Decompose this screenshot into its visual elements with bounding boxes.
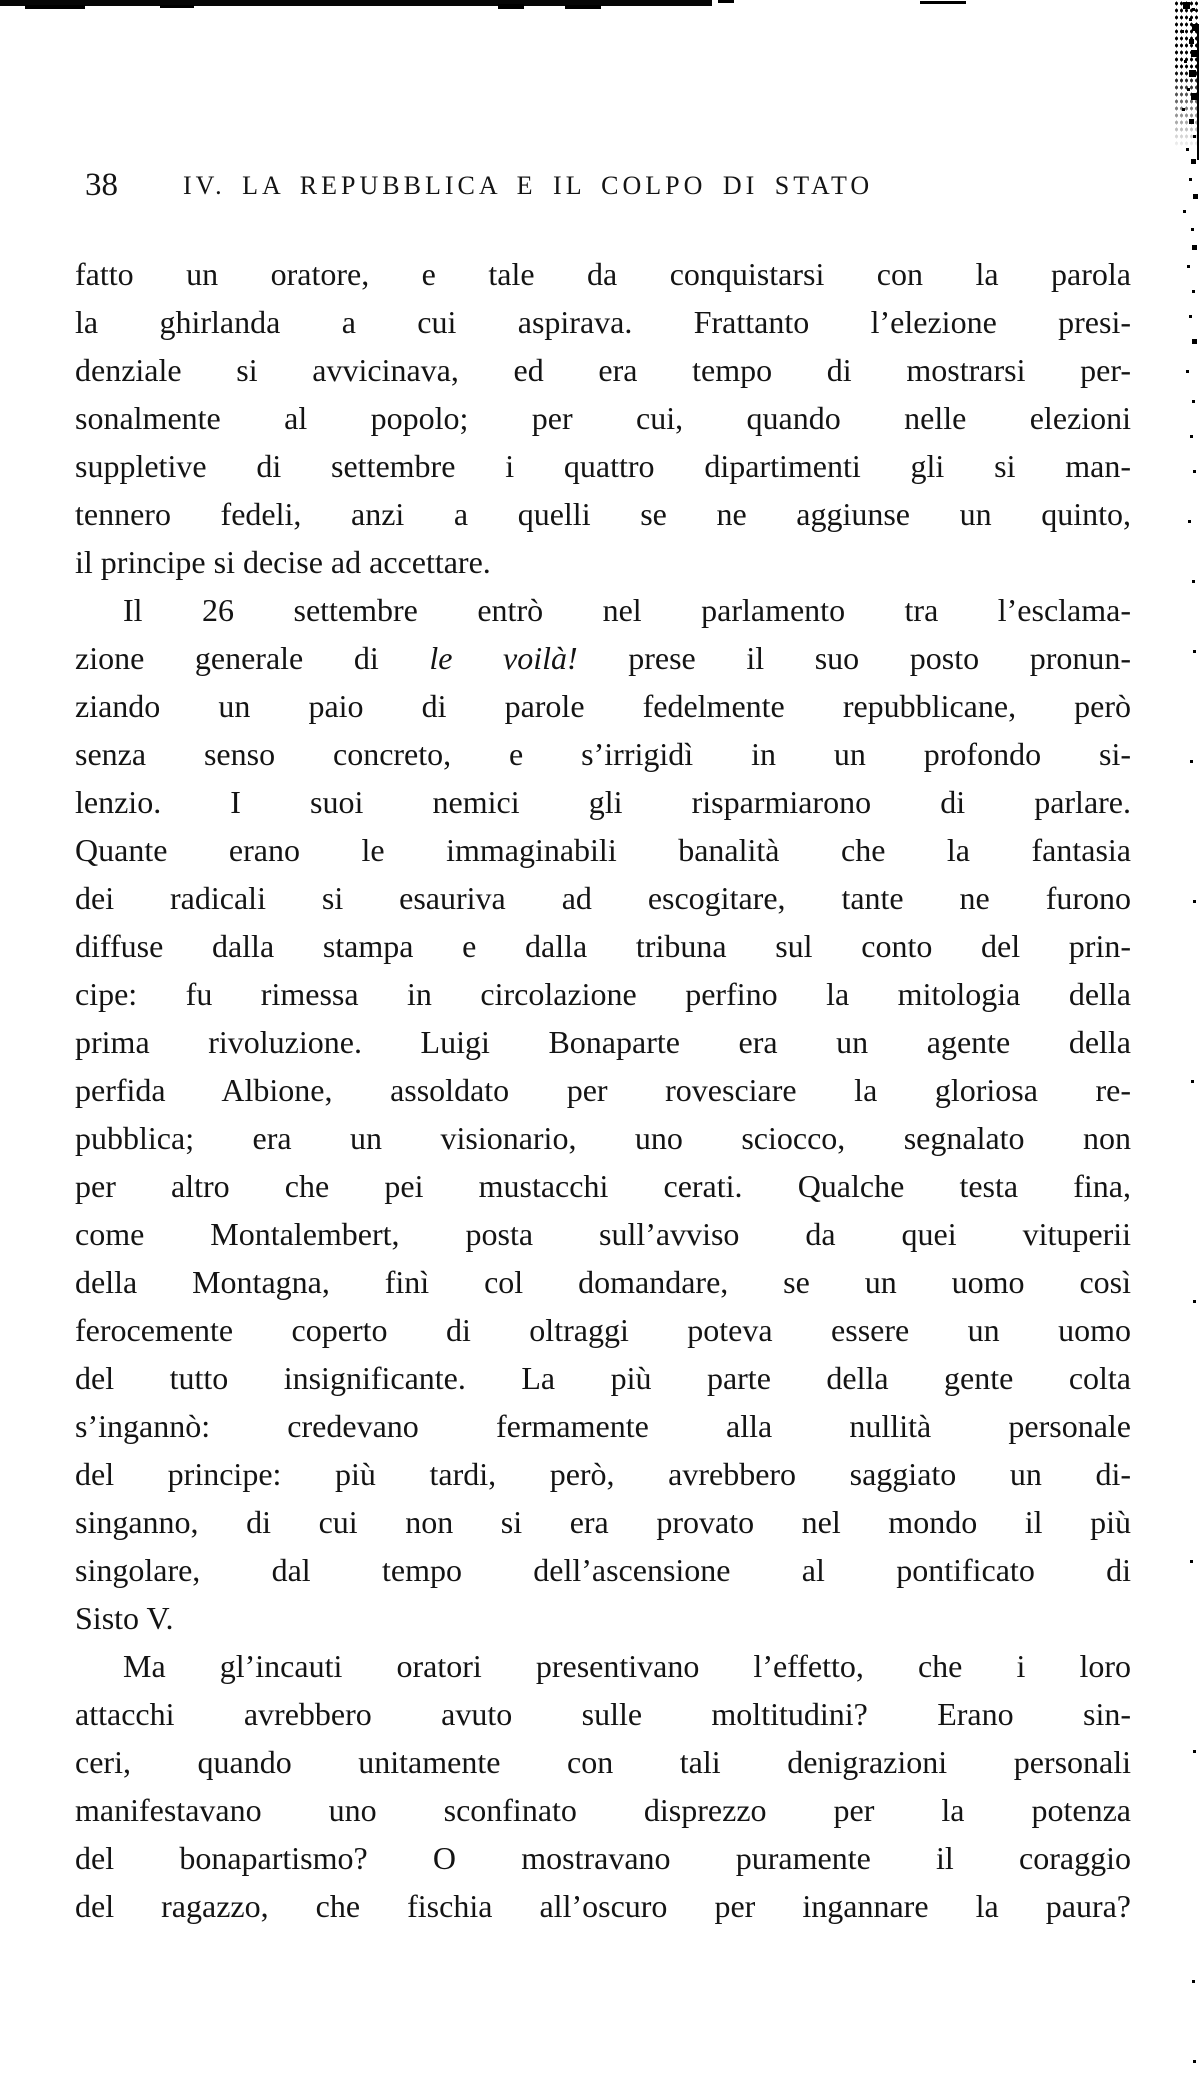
text-line (75, 394, 1131, 442)
text-line (75, 1690, 1131, 1738)
text-segment: pubblica; era un visionario, uno sciocco, segnalato non (75, 1120, 1131, 1156)
text-line (75, 1498, 1131, 1546)
paragraph (75, 1642, 1131, 1930)
text-segment: cipe: fu rimessa in circolazione perfino la mitologia della (75, 976, 1131, 1012)
text-block (75, 250, 1131, 1930)
italic-phrase: le voilà! (429, 640, 578, 676)
running-header-title: IV. LA REPUBBLICA E IL COLPO DI STATO (183, 171, 874, 200)
scan-artifact-blob (498, 4, 524, 9)
text-line (75, 538, 1131, 586)
text-line (75, 1546, 1131, 1594)
text-segment: attacchi avrebbero avuto sulle moltitudini? Erano sin- (75, 1696, 1131, 1732)
text-segment: Quante erano le immaginabili banalità che la fantasia (75, 832, 1131, 868)
paragraph (75, 250, 1131, 586)
scan-artifact-blob (25, 5, 85, 9)
text-line (75, 1882, 1131, 1930)
text-line (75, 826, 1131, 874)
scan-artifact-blob (160, 5, 194, 8)
text-segment: sonalmente al popolo; per cui, quando nelle elezioni (75, 400, 1131, 436)
text-line (75, 1066, 1131, 1114)
text-line (75, 1258, 1131, 1306)
text-line (75, 1834, 1131, 1882)
text-line (75, 1450, 1131, 1498)
text-segment: zione generale di (75, 640, 430, 676)
text-line (75, 1354, 1131, 1402)
scan-artifact-blob (565, 5, 601, 9)
text-segment: manifestavano uno sconfinato disprezzo per la potenza (75, 1792, 1131, 1828)
text-line (75, 250, 1131, 298)
text-segment: suppletive di settembre i quattro dipartimenti gli si man- (75, 448, 1131, 484)
scan-artifact-blob (718, 0, 734, 3)
text-segment: ziando un paio di parole fedelmente repubblicane, però (75, 688, 1131, 724)
text-line (75, 346, 1131, 394)
text-segment: prese il suo posto pronun- (577, 640, 1132, 676)
text-segment: singolare, dal tempo dell’ascensione al pontificato di (75, 1552, 1131, 1588)
text-line (75, 682, 1131, 730)
text-segment: Il 26 settembre entrò nel parlamento tra l’esclama- (123, 592, 1131, 628)
text-segment: perfida Albione, assoldato per rovesciare la gloriosa re- (75, 1072, 1131, 1108)
text-segment: senza senso concreto, e s’irrigidì in un profondo si- (75, 736, 1131, 772)
text-line (75, 298, 1131, 346)
text-segment: denziale si avvicinava, ed era tempo di mostrarsi per- (75, 352, 1131, 388)
text-segment: Ma gl’incauti oratori presentivano l’effetto, che i loro (123, 1648, 1131, 1684)
text-line (75, 1018, 1131, 1066)
text-segment: lenzio. I suoi nemici gli risparmiarono di parlare. (75, 784, 1131, 820)
text-line (75, 730, 1131, 778)
text-segment: prima rivoluzione. Luigi Bonaparte era un agente della (75, 1024, 1131, 1060)
page-number: 38 (85, 167, 118, 203)
text-segment: s’ingannò: credevano fermamente alla nullità personale (75, 1408, 1131, 1444)
scan-edge-line (1197, 28, 1199, 160)
scan-artifact-blob (920, 1, 966, 4)
text-line (75, 1786, 1131, 1834)
text-line (75, 922, 1131, 970)
text-line (75, 1306, 1131, 1354)
text-line (75, 778, 1131, 826)
text-line (75, 1642, 1131, 1690)
text-segment: del ragazzo, che fischia all’oscuro per ingannare la paura? (75, 1888, 1131, 1924)
text-segment: il principe si decise ad accettare. (75, 544, 491, 580)
text-line (75, 1162, 1131, 1210)
text-segment: ferocemente coperto di oltraggi poteva essere un uomo (75, 1312, 1131, 1348)
text-segment: del bonapartismo? O mostravano puramente il coraggio (75, 1840, 1131, 1876)
text-segment: Sisto V. (75, 1600, 174, 1636)
text-segment: dei radicali si esauriva ad escogitare, tante ne furono (75, 880, 1131, 916)
text-line (75, 1738, 1131, 1786)
text-segment: della Montagna, finì col domandare, se un uomo così (75, 1264, 1131, 1300)
text-segment: del principe: più tardi, però, avrebbero saggiato un di- (75, 1456, 1131, 1492)
text-line (75, 1114, 1131, 1162)
text-line (75, 1210, 1131, 1258)
text-line (75, 1402, 1131, 1450)
paragraph (75, 586, 1131, 1642)
text-segment: tennero fedeli, anzi a quelli se ne aggiunse un quinto, (75, 496, 1131, 532)
text-segment: come Montalembert, posta sull’avviso da quei vituperii (75, 1216, 1131, 1252)
text-segment: diffuse dalla stampa e dalla tribuna sul conto del prin- (75, 928, 1131, 964)
text-line (75, 970, 1131, 1018)
running-header (0, 165, 1200, 215)
text-line (75, 490, 1131, 538)
text-segment: del tutto insignificante. La più parte della gente colta (75, 1360, 1131, 1396)
text-segment: fatto un oratore, e tale da conquistarsi con la parola (75, 256, 1131, 292)
text-segment: per altro che pei mustacchi cerati. Qualche testa fina, (75, 1168, 1131, 1204)
text-line (75, 1594, 1131, 1642)
text-line (75, 586, 1131, 634)
text-segment: ceri, quando unitamente con tali denigrazioni personali (75, 1744, 1131, 1780)
text-segment: la ghirlanda a cui aspirava. Frattanto l’elezione presi- (75, 304, 1131, 340)
scan-noise-right-edge (1195, 0, 1198, 3)
text-line (75, 874, 1131, 922)
text-segment: singanno, di cui non si era provato nel mondo il più (75, 1504, 1131, 1540)
text-line (75, 442, 1131, 490)
text-line (75, 634, 1131, 682)
scan-artifact-top-bar (0, 0, 712, 6)
